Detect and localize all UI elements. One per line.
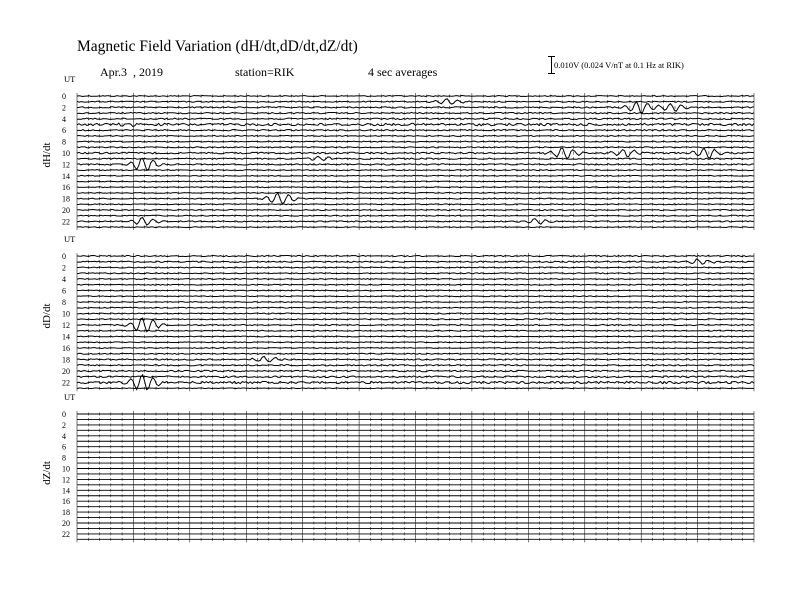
trace-row: [77, 356, 754, 362]
trace-row: [77, 316, 754, 322]
trace-row: [77, 339, 754, 345]
trace-row: [77, 531, 754, 537]
trace-row: [77, 525, 754, 531]
trace-row: [77, 305, 754, 311]
trace-row: [77, 328, 754, 334]
trace-row: [77, 110, 754, 116]
trace-row: [77, 509, 754, 515]
trace-row: [77, 179, 754, 185]
trace-row: [77, 455, 754, 461]
trace-row: [77, 368, 754, 374]
hour-label: 4: [62, 275, 66, 284]
hour-label: 16: [62, 183, 70, 193]
hour-label: 12: [62, 475, 70, 485]
trace-row: [77, 504, 754, 510]
trace-row: [77, 282, 754, 288]
trace-row: [77, 190, 754, 196]
trace-row: [77, 156, 754, 162]
trace-row: [77, 167, 754, 173]
trace-row: [77, 265, 754, 271]
ut-label-0: UT: [64, 74, 76, 84]
trace-row: [77, 466, 754, 472]
hour-label: 10: [62, 464, 70, 474]
hour-label: 10: [62, 149, 70, 158]
trace-row: [77, 99, 754, 105]
hour-label: 20: [62, 519, 70, 528]
hour-label: 6: [62, 442, 66, 452]
trace-row: [77, 173, 754, 179]
trace-row: [77, 427, 754, 433]
hour-label: 12: [62, 321, 70, 330]
hour-label: 14: [62, 171, 70, 181]
trace-line: [77, 290, 754, 291]
date-label: Apr.3 , 2019: [100, 65, 163, 79]
trace-line: [77, 307, 754, 308]
hour-label: 12: [62, 160, 70, 170]
trace-row: [77, 460, 754, 466]
hour-label: 8: [62, 453, 66, 463]
trace-row: [77, 449, 754, 455]
hour-label: 22: [62, 217, 70, 227]
averaging-label: 4 sec averages: [368, 65, 438, 79]
trace-row: [77, 201, 754, 207]
trace-row: [77, 311, 754, 317]
trace-row: [77, 334, 754, 340]
trace-row: [77, 476, 754, 482]
trace-row: [77, 253, 754, 259]
hour-label: 18: [62, 508, 70, 518]
hour-label: 20: [62, 206, 70, 215]
hour-label: 14: [62, 332, 70, 342]
trace-row: [77, 411, 754, 417]
hour-label: 14: [62, 486, 70, 496]
hour-label: 20: [62, 367, 70, 376]
trace-line: [77, 227, 754, 228]
hour-label: 0: [62, 252, 66, 261]
trace-row: [77, 293, 754, 299]
trace-row: [77, 213, 754, 219]
trace-row: [77, 351, 754, 357]
hour-label: 16: [62, 497, 70, 507]
trace-row: [77, 224, 754, 230]
trace-row: [77, 422, 754, 428]
hour-label: 6: [62, 126, 66, 136]
trace-row: [77, 276, 754, 282]
trace-row: [77, 259, 754, 265]
trace-row: [77, 299, 754, 305]
trace-row: [77, 374, 754, 380]
trace-row: [77, 471, 754, 477]
trace-row: [77, 482, 754, 488]
y-axis-label-2: dZ/dt: [41, 461, 53, 485]
trace-row: [77, 122, 754, 128]
trace-row: [77, 515, 754, 521]
trace-row: [77, 218, 754, 225]
trace-line: [77, 388, 754, 389]
trace-row: [77, 498, 754, 504]
trace-row: [77, 433, 754, 439]
hour-label: 2: [62, 103, 66, 113]
hour-label: 0: [62, 92, 66, 101]
trace-row: [77, 144, 754, 150]
trace-row: [77, 385, 754, 391]
hour-label: 0: [62, 410, 66, 419]
ut-label-2: UT: [64, 392, 76, 402]
trace-row: [77, 116, 754, 122]
hour-label: 18: [62, 194, 70, 204]
chart-title: Magnetic Field Variation (dH/dt,dD/dt,dZ/dt): [77, 38, 358, 55]
trace-row: [77, 139, 754, 145]
trace-row: [77, 493, 754, 499]
hour-label: 4: [62, 431, 66, 441]
hour-label: 8: [62, 137, 66, 147]
scale-label: 0.010V (0.024 V/nT at 0.1 Hz at RIK): [554, 60, 684, 70]
trace-row: [77, 487, 754, 493]
trace-row: [77, 288, 754, 294]
hour-label: 2: [62, 420, 66, 430]
hour-label: 22: [62, 378, 70, 388]
trace-row: [77, 133, 754, 139]
hour-label: 2: [62, 263, 66, 273]
ut-label-1: UT: [64, 234, 76, 244]
trace-row: [77, 416, 754, 422]
trace-row: [77, 270, 754, 276]
trace-row: [77, 536, 754, 542]
trace-row: [77, 93, 754, 99]
station-label: station=RIK: [235, 65, 295, 79]
trace-row: [77, 362, 754, 368]
trace-row: [77, 184, 754, 190]
hour-label: 4: [62, 114, 66, 124]
trace-row: [77, 127, 754, 133]
trace-line: [77, 348, 754, 349]
trace-row: [77, 345, 754, 351]
trace-row: [77, 438, 754, 444]
hour-label: 6: [62, 286, 66, 296]
hour-label: 18: [62, 355, 70, 365]
hour-label: 22: [62, 529, 70, 539]
hour-label: 10: [62, 309, 70, 319]
y-axis-label-0: dH/dt: [41, 142, 53, 168]
hour-label: 8: [62, 298, 66, 307]
y-axis-label-1: dD/dt: [41, 303, 53, 329]
hour-label: 16: [62, 344, 70, 353]
trace-row: [77, 207, 754, 213]
trace-row: [77, 520, 754, 526]
trace-row: [77, 444, 754, 450]
